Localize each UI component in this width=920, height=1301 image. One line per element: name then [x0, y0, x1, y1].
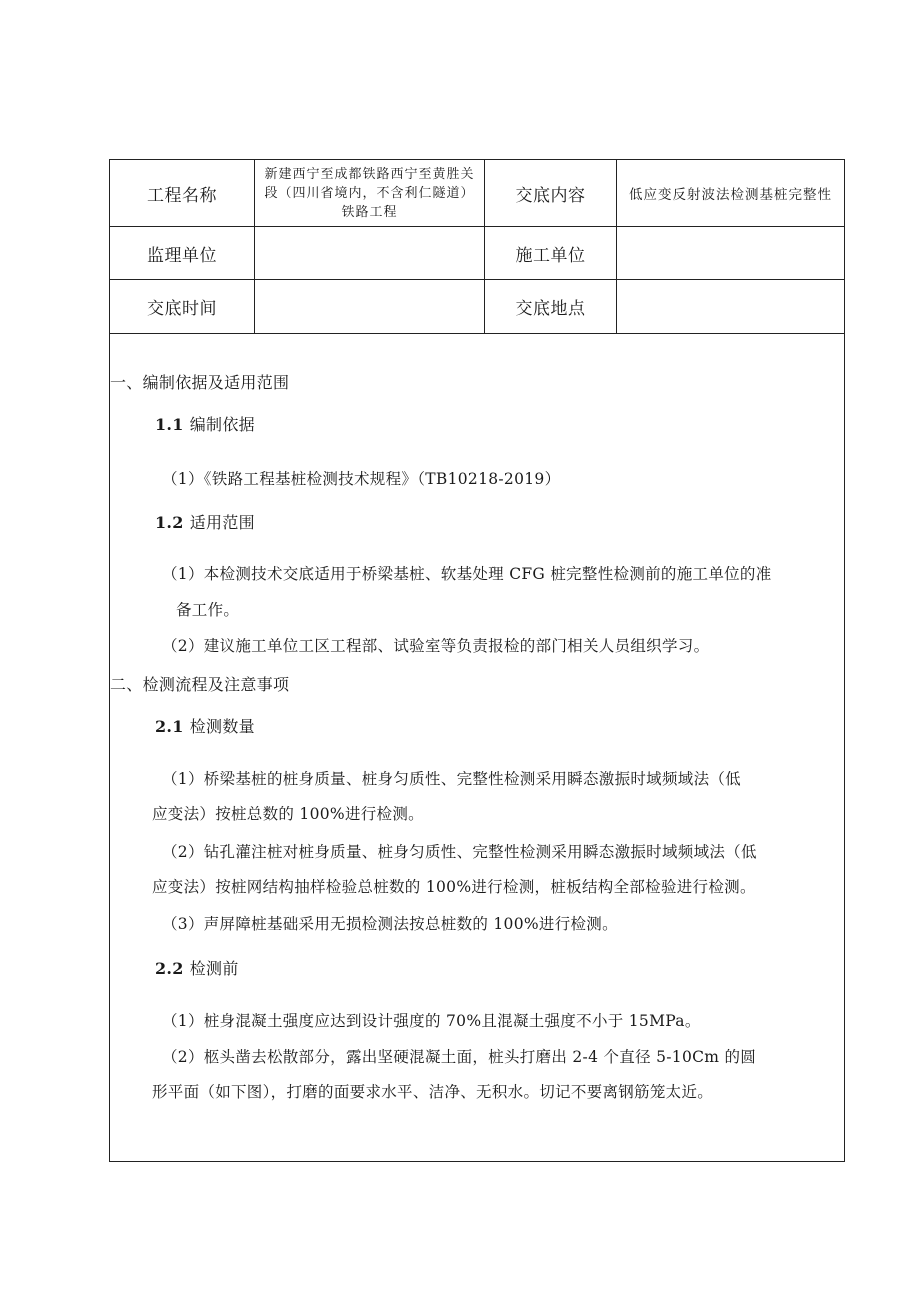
construction-label: 施工单位 [515, 245, 586, 266]
subsection-2-1-heading [155, 714, 255, 737]
project-name-value-cell [254, 160, 484, 226]
disclosure-form [109, 159, 845, 1162]
paragraph-2-1-1: （1）桥梁基桩的桩身质量、桩身匀质性、完整性检测采用瞬态激振时域频域法（低 [162, 770, 741, 788]
construction-label-cell [484, 227, 616, 279]
content-label: 交底内容 [515, 185, 586, 206]
paragraph-2-1-3: （3）声屏障桩基础采用无损检测法按总桩数的 100%进行检测。 [162, 915, 618, 933]
place-label-cell [484, 280, 616, 333]
subsection-2-2-number: 2.2 [155, 959, 184, 978]
paragraph-1-2-2: （2）建议施工单位工区工程部、试验室等负责报检的部门相关人员组织学习。 [162, 637, 710, 655]
place-label: 交底地点 [515, 299, 586, 319]
supervision-value-cell[interactable] [254, 227, 484, 279]
subsection-1-2-number: 1.2 [155, 513, 184, 532]
time-label-cell [110, 280, 254, 333]
supervision-label-cell [110, 227, 254, 279]
content-value-cell [616, 160, 844, 226]
row-supervision [110, 227, 844, 280]
subsection-2-1-title: 检测数量 [189, 717, 255, 736]
paragraph-1-2-1-cont: 备工作。 [176, 601, 240, 619]
section-2-heading: 二、检测流程及注意事项 [110, 675, 290, 694]
time-value-cell[interactable] [254, 280, 484, 333]
subsection-2-2-title: 检测前 [189, 959, 239, 978]
content-label-cell [484, 160, 616, 226]
place-value-cell[interactable] [616, 280, 844, 333]
subsection-1-2-title: 适用范围 [189, 513, 255, 532]
content-value: 低应变反射波法检测基桩完整性 [629, 187, 832, 203]
time-label: 交底时间 [147, 299, 217, 319]
subsection-1-1-heading [155, 412, 255, 435]
subsection-1-2-heading [155, 510, 255, 533]
paragraph-1-1-1: （1）《铁路工程基桩检测技术规程》（TB10218-2019） [162, 470, 561, 488]
paragraph-1-2-1: （1）本检测技术交底适用于桥梁基桩、软基处理 CFG 桩完整性检测前的施工单位的准 [162, 565, 772, 583]
project-name-value: 新建西宁至成都铁路西宁至黄胜关段（四川省境内，不含利仁隧道）铁路工程 [264, 166, 475, 220]
row-project [110, 160, 844, 227]
section-1-heading: 一、编制依据及适用范围 [110, 373, 290, 392]
paragraph-2-1-1-cont: 应变法）按桩总数的 100%进行检测。 [152, 805, 424, 823]
construction-value-cell[interactable] [616, 227, 844, 279]
subsection-2-1-number: 2.1 [155, 717, 184, 736]
project-name-label: 工程名称 [147, 185, 217, 206]
subsection-2-2-heading [155, 956, 239, 979]
project-name-label-cell [110, 160, 254, 226]
paragraph-2-2-2-cont: 形平面（如下图），打磨的面要求水平、洁净、无积水。切记不要离钢筋笼太近。 [152, 1083, 714, 1101]
subsection-1-1-title: 编制依据 [189, 415, 255, 434]
subsection-1-1-number: 1.1 [155, 415, 184, 434]
row-time-place [110, 280, 844, 334]
paragraph-2-1-2-cont: 应变法）按桩网结构抽样检验总桩数的 100%进行检测，桩板结构全部检验进行检测。 [152, 878, 756, 896]
paragraph-2-2-1: （1）桩身混凝土强度应达到设计强度的 70%且混凝土强度不小于 15MPa。 [162, 1012, 701, 1030]
paragraph-2-1-2: （2）钻孔灌注桩对桩身质量、桩身匀质性、完整性检测采用瞬态激振时域频域法（低 [162, 843, 757, 861]
supervision-label: 监理单位 [147, 245, 217, 266]
paragraph-2-2-2: （2）柩头凿去松散部分，露出坚硬混凝土面，桩头打磨出 2-4 个直径 5-10Cm 的圆 [162, 1048, 757, 1066]
